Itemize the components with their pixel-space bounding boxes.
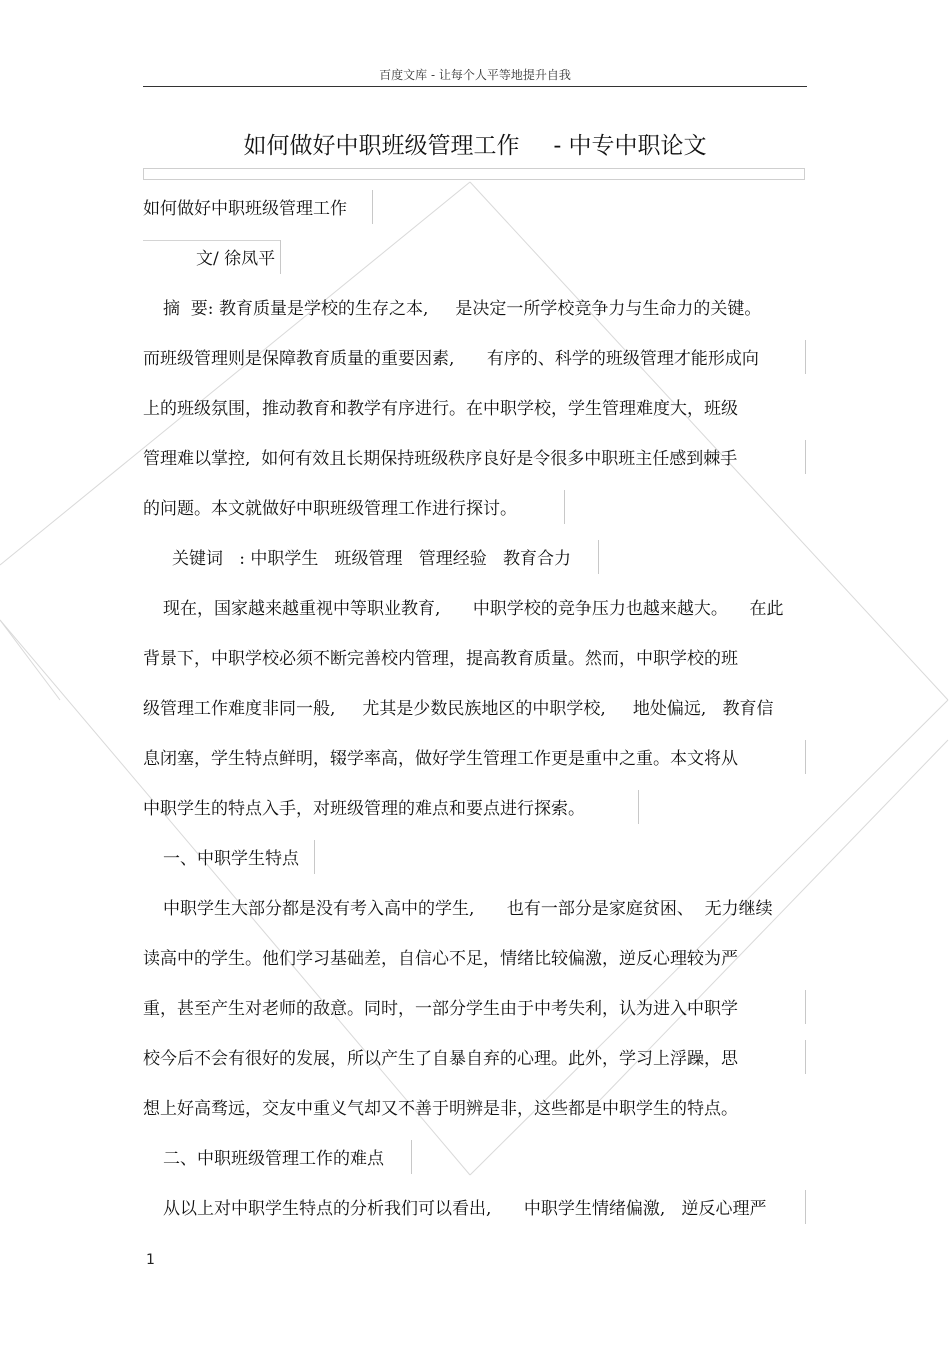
- body-line: 从以上对中职学生特点的分析我们可以看出, 中职学生情绪偏激, 逆反心理严: [163, 1199, 767, 1219]
- line-marker: [805, 740, 806, 774]
- body-line: 中职学生的特点入手，对班级管理的难点和要点进行探索。: [143, 799, 585, 819]
- line-marker: [805, 340, 806, 374]
- title-main: 如何做好中职班级管理工作: [243, 133, 520, 159]
- keywords-line: 关键词 : 中职学生 班级管理 管理经验 教育合力: [172, 549, 571, 569]
- body-line: 重，甚至产生对老师的敌意。同时，一部分学生由于中考失利，认为进入中职学: [143, 999, 738, 1019]
- body-line: 息闭塞，学生特点鲜明，辍学率高，做好学生管理工作更是重中之重。本文将从: [143, 749, 738, 769]
- body-line: 中职学生大部分都是没有考入高中的学生, 也有一部分是家庭贫困、 无力继续: [163, 899, 773, 919]
- line-marker: [564, 490, 565, 524]
- body-line: 校今后不会有很好的发展，所以产生了自暴自弃的心理。此外，学习上浮躁，思: [143, 1049, 738, 1069]
- title-suffix: - 中专中职论文: [553, 133, 707, 159]
- abstract-line: 而班级管理则是保障教育质量的重要因素, 有序的、科学的班级管理才能形成向: [143, 349, 759, 369]
- line-marker: [598, 540, 599, 574]
- line-marker: [638, 790, 639, 824]
- abstract-line: 管理难以掌控, 如何有效且长期保持班级秩序良好是令很多中职班主任感到棘手: [143, 449, 738, 469]
- body-line: 级管理工作难度非同一般, 尤其是少数民族地区的中职学校, 地处偏远, 教育信: [143, 699, 774, 719]
- page-header: 百度文库 - 让每个人平等地提升自我: [379, 68, 571, 82]
- line-marker: [280, 240, 281, 274]
- subtitle: 如何做好中职班级管理工作: [143, 199, 347, 219]
- header-divider: [143, 86, 807, 87]
- body-line: 现在，国家越来越重视中等职业教育, 中职学校的竞争压力也越来越大。 在此: [163, 599, 784, 619]
- line-marker: [805, 440, 806, 474]
- abstract-line: 的问题。本文就做好中职班级管理工作进行探讨。: [143, 499, 517, 519]
- line-marker: [805, 1190, 806, 1224]
- title-underline-box: [143, 168, 805, 180]
- abstract-line: 上的班级氛围，推动教育和教学有序进行。在中职学校，学生管理难度大，班级: [143, 399, 738, 419]
- author-line: 文/ 徐凤平: [196, 249, 276, 269]
- section-heading: 一、中职学生特点: [163, 849, 299, 869]
- page-number: 1: [146, 1252, 155, 1268]
- line-marker: [372, 190, 373, 224]
- section-heading: 二、中职班级管理工作的难点: [163, 1149, 384, 1169]
- body-line: 读高中的学生。他们学习基础差，自信心不足，情绪比较偏激，逆反心理较为严: [143, 949, 738, 969]
- line-marker: [805, 990, 806, 1024]
- line-marker: [314, 840, 315, 874]
- document-title: [143, 131, 807, 161]
- line-marker: [805, 1040, 806, 1074]
- line-marker: [411, 1140, 412, 1174]
- line-marker: [143, 240, 280, 241]
- body-line: 想上好高骛远，交友中重义气却又不善于明辨是非，这些都是中职学生的特点。: [143, 1099, 738, 1119]
- abstract-line: 摘 要: 教育质量是学校的生存之本, 是决定一所学校竞争力与生命力的关键。: [163, 299, 762, 319]
- body-line: 背景下，中职学校必须不断完善校内管理，提高教育质量。然而，中职学校的班: [143, 649, 738, 669]
